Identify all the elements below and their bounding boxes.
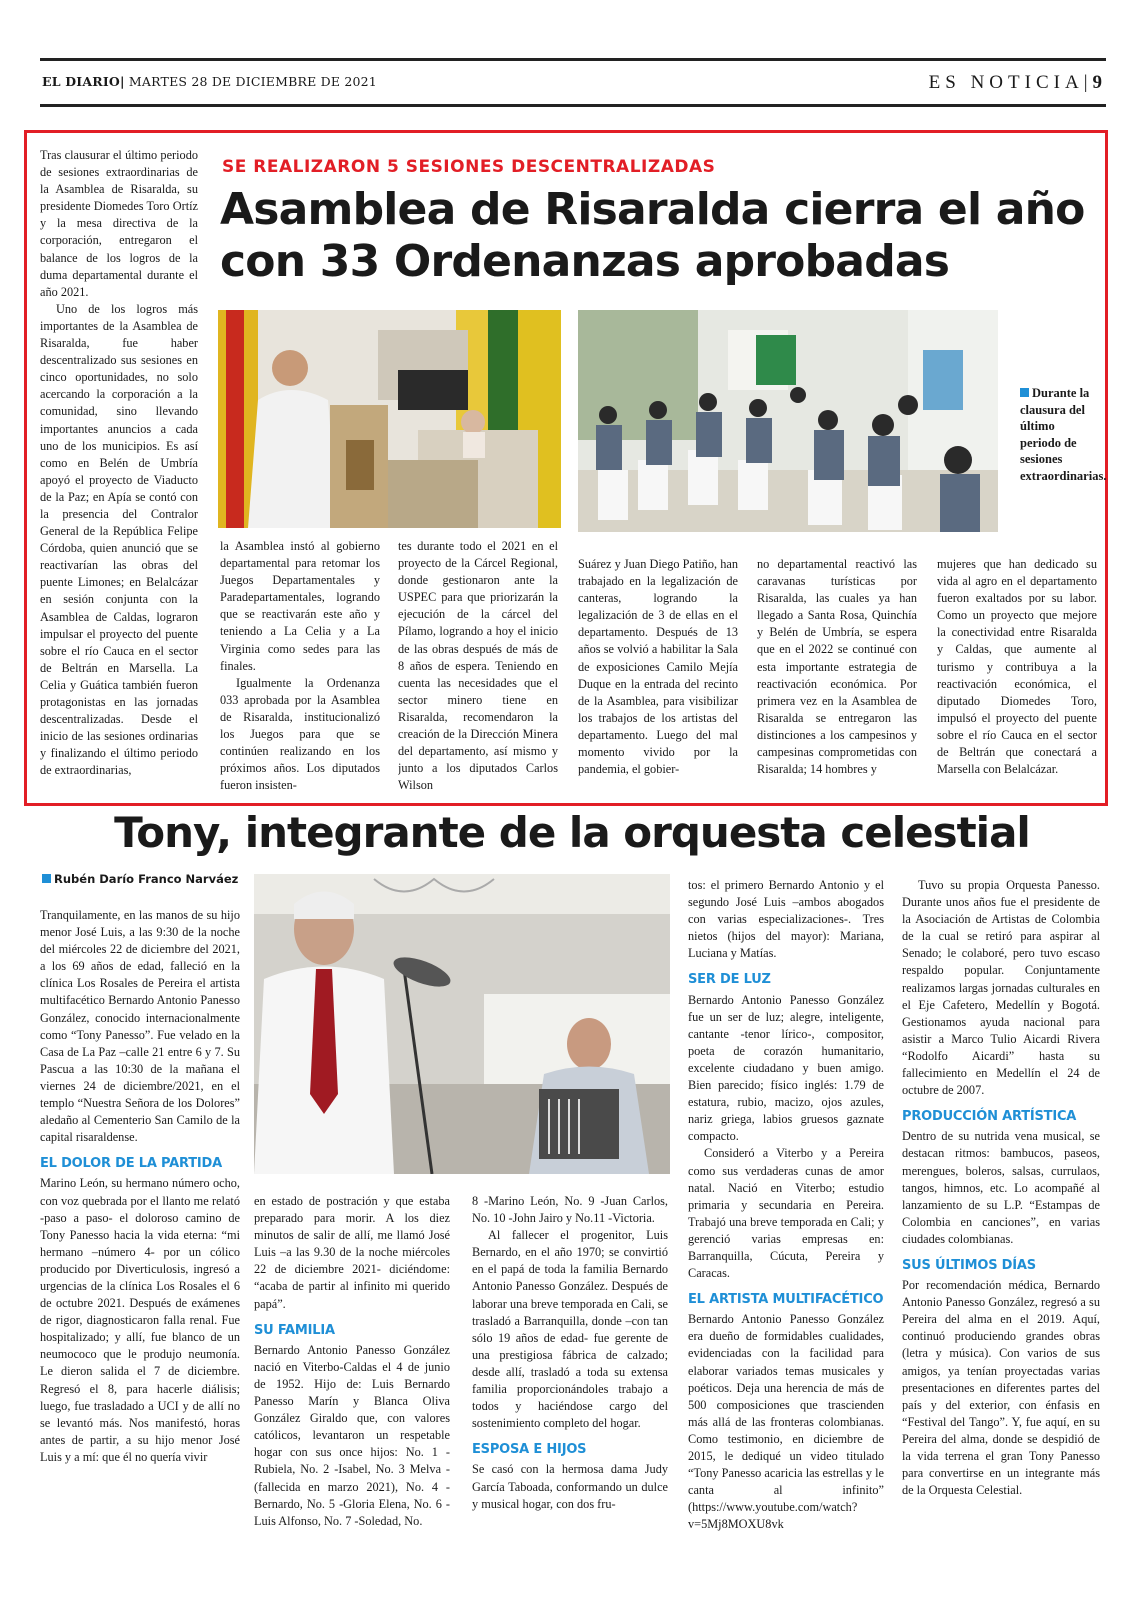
paragraph: Por recomendación médica, Bernardo Antonio Panesso González, regresó a su Pereira del alma en el 2019. Aquí, continuó produciendo grandes obras (letra y música). Con varios de sus amigos, ya tenían proyectadas varias presentaciones en diferentes partes del país y del exterior, con énfasis en “Festival del Tango”. Y, fue aquí, en su Pereira del alma, donde se despidió de la vida terrena el gran Tony Panesso para convertirse en un integrante más de la Orquesta Celestial. <box>902 1278 1100 1498</box>
paragraph: Dentro de su nutrida vena musical, se destacan ritmos: bambucos, paseos, merengues, boleros, salsas, currulaos, tangos, himnos, etc. Lo acompañé al lanzamiento de su L.P. “Estampas de Colombia en canciones”, en varias ciudades colombianas. <box>902 1129 1100 1246</box>
paragraph: 8 -Marino León, No. 9 -Juan Carlos, No. 10 -John Jairo y No.11 -Victoria. <box>472 1194 668 1226</box>
caption-marker-icon <box>1020 388 1029 397</box>
paragraph: Se casó con la hermosa dama Judy García Taboada, conformando un dulce y musical hogar, con dos fru- <box>472 1462 668 1511</box>
paragraph: Marino León, su hermano número ocho, con voz quebrada por el llanto me relató -paso a paso- el doloroso camino de Tony Panesso hacia la vida eterna: “mi hermano –número 4- por un cólico producido por Diverticulosis, ingresó a urgencias de la clínica Los Rosales el 6 de octubre 2021. Después de exámenes de rigor, diagnosticaron falla renal. Fue hospitalizado; y allí, fue blanco de un neumococo que le produjo neumonía. Le dieron salida el 7 de diciembre. Regresó el 8, para hacerle diálisis; luego, fue trasladado a UCI y de allí no se levantó más. Nos manifestó, horas antes de partir, a su hijo menor José Luis y a mí: que él no quería vivir <box>40 1176 240 1464</box>
subhead: PRODUCCIÓN ARTÍSTICA <box>902 1109 1077 1125</box>
paragraph: Tranquilamente, en las manos de su hijo menor José Luis, a las 9:30 de la noche del miércoles 22 de diciembre del 2021, a los 69 años de edad, falleció en la clínica Los Rosales de Pereira el artista multifacético Bernardo Antonio Panesso González, conocido internacionalmente como “Tony Panesso”. Fue velado en la Casa de La Paz –calle 21 entre 6 y 7. Su Pascua a las 10:30 de la mañana el viernes 24 de diciembre/2021, en el templo “Nuestra Señora de los Dolores” aledaño al Cementerio San Camilo de la capital risaraldense. <box>40 908 240 1145</box>
paragraph: Consideró a Viterbo y a Pereira como sus verdaderas cunas de amor natal. Nació en Viterbo; estudio primaria y secundaria en Pereira. Trabajó una breve temporada en Cali; y gerenció varias empresas en: Barranquilla, Cúcuta, Pereira y Caracas. <box>688 1146 884 1281</box>
paragraph: Tuvo su propia Orquesta Panesso. Durante unos años fue el presidente de la Asociación de Artistas de Colombia de la cual se retiró para aspirar al Senado; le colaboré, pero tuvo escaso respaldo popular. Conjuntamente realizamos largas jornadas culturales en el Eje Cafetero, Medellín y Bogotá. Gestionamos ayuda nacional para asistir a Marco Tulio Aicardi Rivera “Rodolfo Aicardi” hasta su fallecimiento en Medellín el 24 de octubre de 2007. <box>902 878 1100 1098</box>
byline-marker-icon <box>42 874 51 883</box>
photo-caption <box>1020 385 1107 484</box>
article1-headline: Asamblea de Risaralda cierra el año con 33 Ordenanzas aprobadas <box>220 184 1085 287</box>
article2-column-5 <box>902 877 1100 1543</box>
article1-kicker: SE REALIZARON 5 SESIONES DESCENTRALIZADAS <box>222 157 716 177</box>
article1-column-3 <box>398 538 558 793</box>
paragraph: tes durante todo el 2021 en el proyecto de la Cárcel Regional, donde gestionaron ante la USPEC para que priorizarán la ejecución de la cárcel del Pílamo, logrando a hoy el inicio de las obras después de más de 8 años de espera. Teniendo en cuenta las necesidades que el sector minero tiene en Risaralda, recomendaron la creación de la Dirección Minera del departamento, así mismo y junto a los diputados Carlos Wilson <box>398 539 558 793</box>
photo-tony-singing <box>254 874 670 1174</box>
subhead: SUS ÚLTIMOS DÍAS <box>902 1257 1036 1273</box>
article1-column-2 <box>220 538 380 793</box>
header-right: ES NOTICIA|9 <box>928 72 1102 93</box>
subhead: EL DOLOR DE LA PARTIDA <box>40 1156 222 1172</box>
paragraph: Al fallecer el progenitor, Luis Bernardo, en el año 1970; se convirtió en el papá de toda la familia Bernardo Antonio Panesso González. Después de laborar una breve temporada en Cali, se trasladó a Barranquilla, donde –con tan sólo 19 años de edad- fue gerente de una prestigiosa fábrica de calzado; desde allí, trasladó a toda su extensa familia proporcionándoles trabajo a todos y haciéndose cargo del sostenimiento completo del hogar. <box>472 1228 668 1431</box>
paragraph: Bernardo Antonio Panesso González era dueño de formidables cualidades, evidenciadas con la facilidad para elaborar variados temas musicales y poéticos. Deja una herencia de más de 500 composiciones que trascienden más allá de las fronteras colombianas. Como testimonio, en diciembre de 2015, le dediqué un video titulado “Tony Panesso acaricia las estrellas y le canta al infinito” (https://www.youtube.com/watch?v=5Mj8MOXU8vk <box>688 1312 884 1532</box>
header-rule-bottom <box>40 104 1106 107</box>
paragraph: Uno de los logros más importantes de la Asamblea de Risaralda, fue haber descentralizado sus sesiones en cinco oportunidades, no solo acercando la corporación a la comunidad, sino llevando importantes anuncios a cada uno de los municipios. Es así como en Belén de Umbría apoyó el proyecto de Viaducto de la Paz; en Apía se contó con la presencia del Contralor General de la República Felipe Córdoba, quien anunció que se reactivarían las obras del puente Limones; en Belalcázar en sesión conjunta con la Asamblea de Caldas, lograron impulsar el proyecto del puente sobre el río Cauca en el sector de Beltrán en Marsella. La Celia y Guática también fueron protagonistas en las jornadas descentralizadas. Desde el inicio de las sesiones ordinarias y finalizando el último periodo de extraordinarias, <box>40 301 198 778</box>
paragraph: Igualmente la Ordenanza 033 aprobada por la Asamblea de Risaralda, institucionalizó los Juegos para que se continúen realizando en los próximos años. Los diputados fueron insisten- <box>220 675 380 793</box>
photo-podium <box>218 310 561 528</box>
paragraph: Bernardo Antonio Panesso González fue un ser de luz; alegre, inteligente, cantante -tenor lírico-, compositor, poeta de corazón humanitario, excelente ciudadano y buen amigo. Bien parecido; físico inglés: 1.79 de estatura, rubio, macizo, ojos azules, nariz griega, labios gruesos gaznate compacto. <box>688 992 884 1144</box>
article2-column-2 <box>254 1193 450 1543</box>
issue-date: MARTES 28 DE DICIEMBRE DE 2021 <box>128 74 377 89</box>
paragraph: tos: el primero Bernardo Antonio y el segundo José Luis –ambos abogados con varias especializaciones-. Tres nietos (hijos del mayor): Mariana, Luciana y Matías. <box>688 878 884 961</box>
section-name: ES NOTICIA <box>928 72 1084 93</box>
paragraph: Suárez y Juan Diego Patiño, han trabajado en la legalización de canteras, logrando la legalización de 3 de ellas en el departamento. Después de 13 años se volvió a habilitar la Sala de exposiciones Camilo Mejía Duque en la entrada del recinto de la Asamblea, para visibilizar los trabajos de los artistas del departamento. Luego del mal momento vivido por la pandemia, el gobier- <box>578 557 738 777</box>
paper-name: EL DIARIO <box>42 74 120 89</box>
paragraph: no departamental reactivó las caravanas turísticas por Risaralda, las cuales ya han llegado a Santa Rosa, Quinchía y Belén de Umbría, se espera que en el 2022 se continué con esta importante estrategia de reactivación económica. Por primera vez en la Asamblea de Risaralda se entregaron las distinciones a los campesinos y campesinas comprometidas con Risaralda; 14 hombres y <box>757 557 917 777</box>
article1-column-1 <box>40 147 198 787</box>
paragraph: en estado de postración y que estaba preparado para morir. A los diez minutos de salir de allí, me llamó José Luis –a las 9.30 de la noche miércoles 22 de diciembre 2021- diciéndome: “acaba de partir al infinito mi querido papá”. <box>254 1194 450 1311</box>
photo-audience <box>578 310 998 532</box>
article2-headline: Tony, integrante de la orquesta celestial <box>114 808 1030 857</box>
paragraph: mujeres que han dedicado su vida al agro en el departamento fueron exaltados por su labor. Como un proyecto que mejore la conectividad entre Risaralda y Caldas, que aumente al turismo y contribuya a la reactivación económica, el diputado Diomedes Toro, impulsó el proyecto del puente sobre el río Cauca en el sector de Beltrán que conectará a Marsella con Belalcázar. <box>937 557 1097 777</box>
article2-column-4 <box>688 877 884 1543</box>
article2-column-3 <box>472 1193 668 1543</box>
article1-column-4 <box>578 556 738 793</box>
paragraph: Bernardo Antonio Panesso González nació en Viterbo-Caldas el 4 de junio de 1952. Hijo de: Luis Bernardo Panesso Marín y Blanca Oliva González Giraldo que, con valores católicos, levantaron un respetable hogar con sus once hijos: No. 1 -Rubiela, No. 2 -Isabel, No. 3 Melva -(fallecida en marzo 2021), No. 4 -Bernardo, No. 5 -Gloria Elena, No. 6 -Luis Alfonso, No. 7 -Soledad, No. <box>254 1342 450 1528</box>
article1-column-5 <box>757 556 917 793</box>
header-left: EL DIARIO| MARTES 28 DE DICIEMBRE DE 2021 <box>42 74 377 89</box>
paragraph: Tras clausurar el último periodo de sesiones extraordinarias de la Asamblea de Risaralda, su presidente Diomedes Toro Ortíz y la mesa directiva de la corporación, entregaron el balance de los logros de la duma departamental durante el año 2021. <box>40 148 198 299</box>
subhead: SER DE LUZ <box>688 972 771 988</box>
page-number: 9 <box>1092 72 1102 93</box>
caption-text: Durante la clausura del último periodo de sesiones extraordinarias. <box>1020 386 1107 483</box>
subhead: SU FAMILIA <box>254 1322 335 1338</box>
byline-author: Rubén Darío Franco Narváez <box>54 872 239 886</box>
article2-column-1 <box>40 907 240 1542</box>
header-rule-top <box>40 58 1106 61</box>
paragraph: la Asamblea instó al gobierno departamental para retomar los Juegos Departamentales y Paradepartamentales, logrando que se reactivarán este año y teniendo a La Celia y a La Virginia como sedes para las finales. <box>220 539 380 673</box>
subhead: ESPOSA E HIJOS <box>472 1442 587 1458</box>
byline <box>42 872 238 886</box>
subhead: EL ARTISTA MULTIFACÉTICO <box>688 1292 884 1308</box>
article1-column-6 <box>937 556 1097 793</box>
